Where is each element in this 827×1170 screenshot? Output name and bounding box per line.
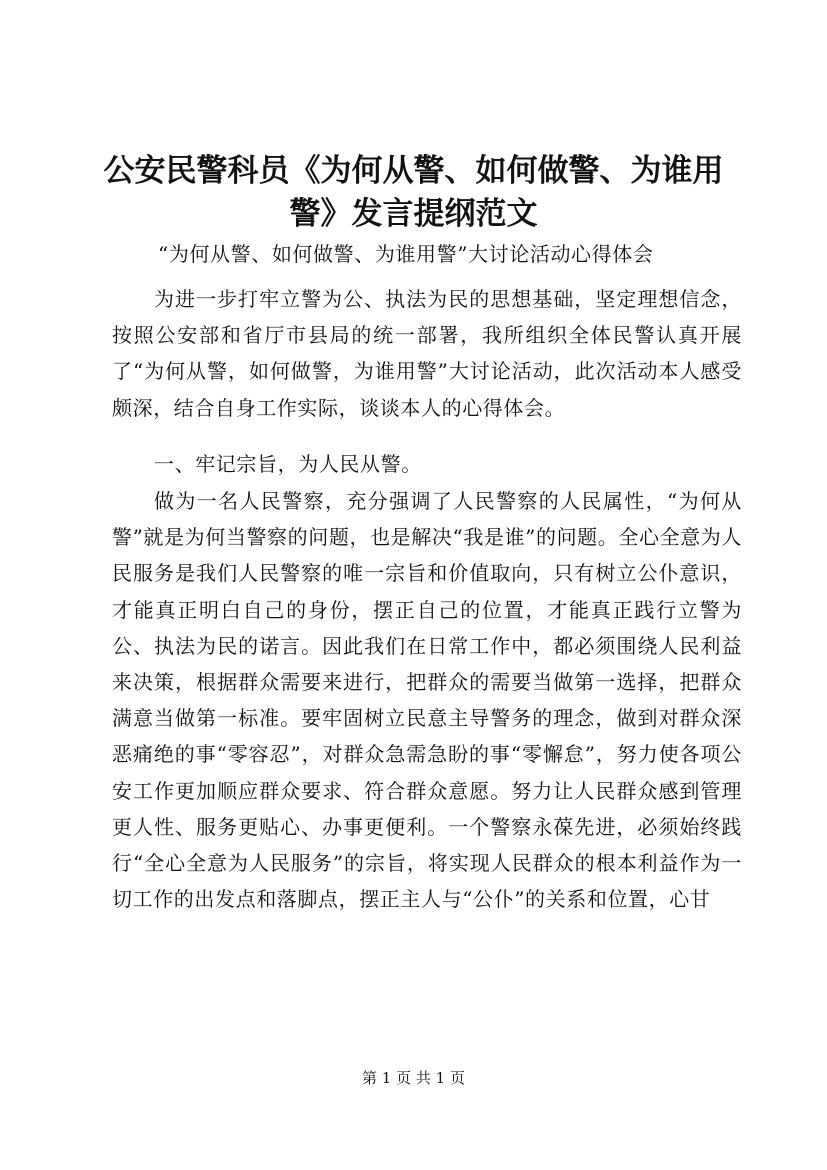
document-title-line1: 公安民警科员《为何从警、如何做警、为谁用 [103, 153, 724, 189]
document-subtitle: “为何从警、如何做警、为谁用警”大讨论活动心得体会 [158, 242, 654, 266]
body-paragraph-2: 做为一名人民警察，充分强调了人民警察的人民属性，“为何从警”就是为何当警察的问题，也是解决“我是谁”的问题。全心全意为人民服务是我们人民警察的唯一宗旨和价值取向，只有树立公仆意识，才能真正明白自己的身份，摆正自己的位置，才能真正践行立警为公、执法为民的诺言。因此我们在日常工作中，都必须围绕人民利益来决策，根据群众需要来进行，把群众的需要当做第一选择，把群众满意当做第一标准。要牢固树立民意主导警务的理念，做到对群众深恶痛绝的事“零容忍”，对群众急需急盼的事“零懈怠”，努力使各项公安工作更加顺应群众要求、符合群众意愿。努力让人民群众感到管理更人性、服务更贴心、办事更便利。一个警察永葆先进，必须始终践行“全心全意为人民服务”的宗旨，将实现人民群众的根本利益作为一切工作的出发点和落脚点，摆正主人与“公仆”的关系和位置，心甘 [112, 489, 742, 912]
section-heading-1: 一、牢记宗旨，为人民从警。 [154, 452, 422, 476]
document-title-line2: 警》发言提纲范文 [289, 196, 538, 232]
page-footer: 第 1 页 共 1 页 [362, 1069, 465, 1087]
body-paragraph-1: 为进一步打牢立警为公、执法为民的思想基础，坚定理想信念，按照公安部和省厅市县局的统一部署，我所组织全体民警认真开展了“为何从警，如何做警，为谁用警”大讨论活动，此次活动本人感受颇深，结合自身工作实际，谈谈本人的心得体会。 [112, 287, 742, 420]
